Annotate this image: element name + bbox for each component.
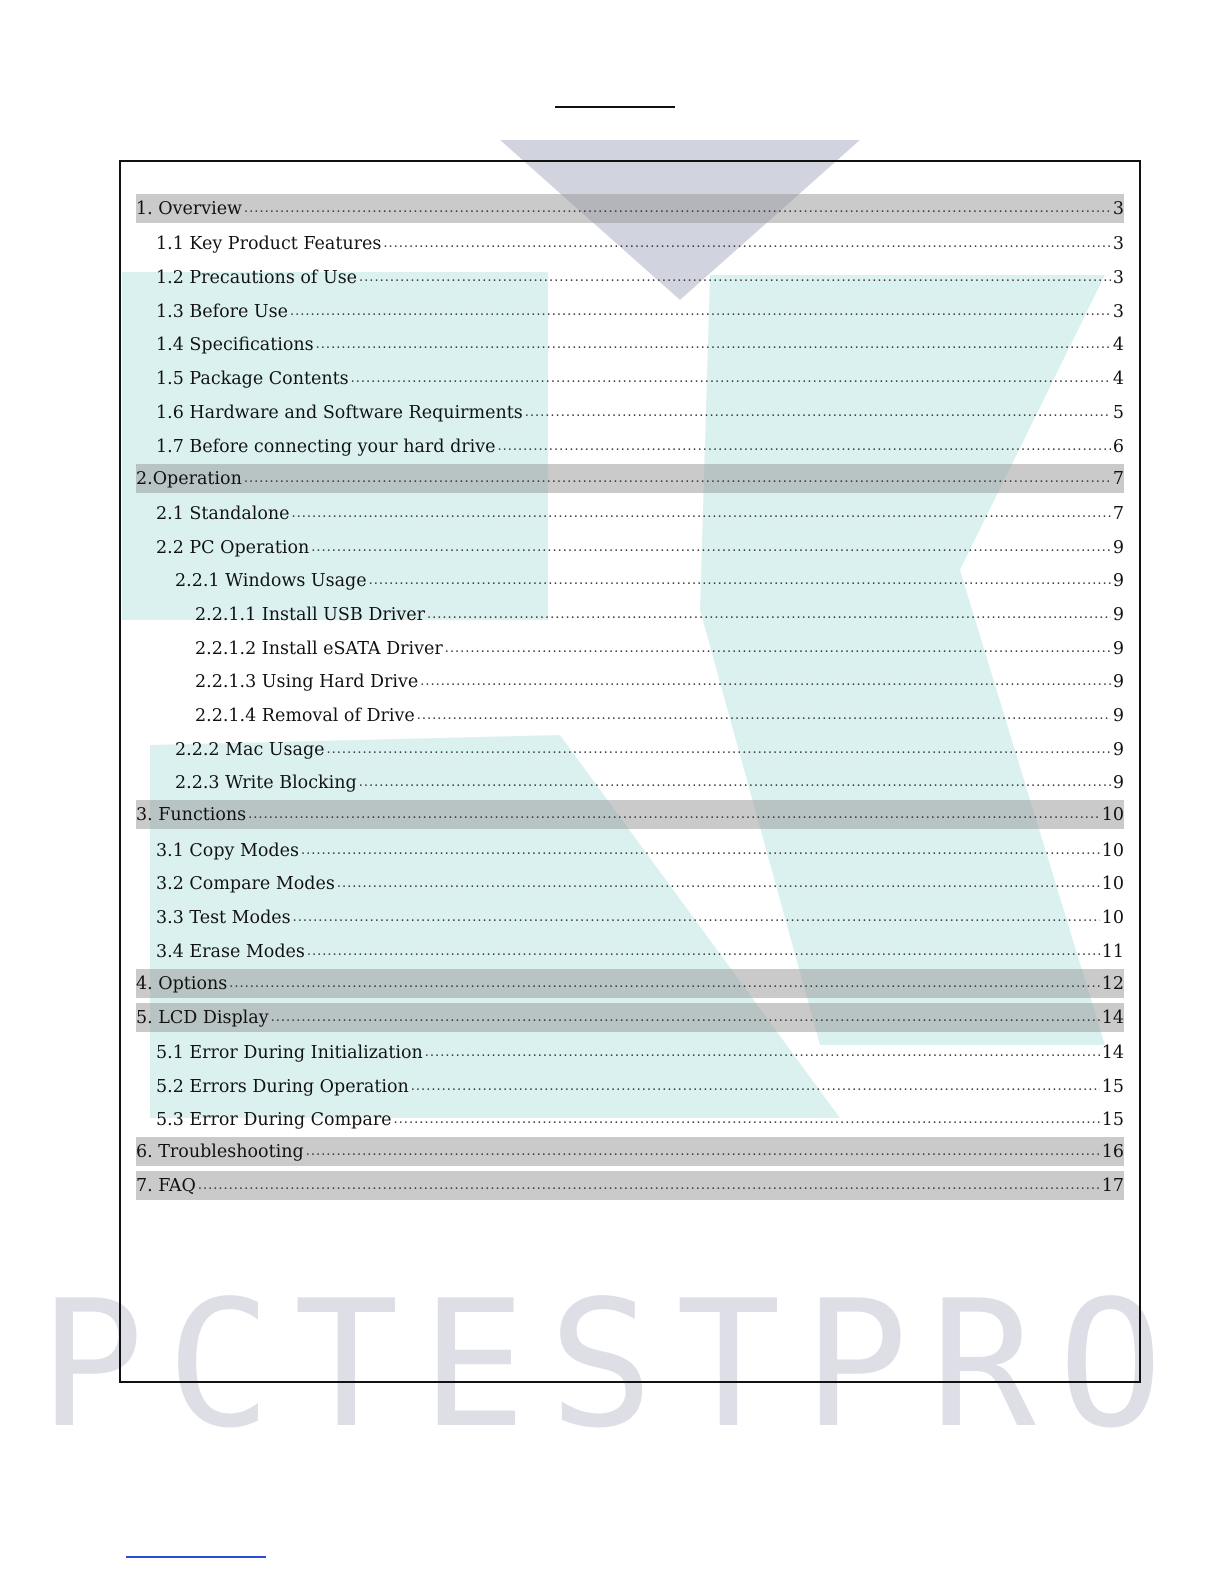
toc-entry-label: 6. Troubleshooting — [136, 1142, 304, 1163]
toc-entry-row[interactable] — [136, 531, 1124, 565]
toc-dot-leader — [307, 942, 1100, 962]
toc-entry-label: 2.2.1.1 Install USB Driver — [195, 604, 425, 625]
toc-page-number: 4 — [1112, 369, 1124, 390]
watermark-text: PCTESTPRO — [38, 1264, 1186, 1467]
toc-dot-leader — [293, 908, 1100, 928]
toc-entry-label: 3.1 Copy Modes — [156, 840, 299, 861]
toc-entry-label: 2.2.3 Write Blocking — [175, 773, 357, 794]
toc-dot-leader — [301, 841, 1100, 861]
toc-page-number: 9 — [1112, 571, 1124, 592]
toc-page-number: 10 — [1101, 908, 1124, 929]
toc-entry-row[interactable] — [136, 699, 1124, 733]
toc-entry-row[interactable] — [136, 733, 1124, 767]
toc-page-number: 9 — [1112, 604, 1124, 625]
toc-entry-label: 5.1 Error During Initialization — [156, 1042, 423, 1063]
toc-page-number: 17 — [1101, 1175, 1124, 1196]
toc-entry-label: 4. Options — [136, 973, 228, 994]
toc-dot-leader — [244, 469, 1111, 489]
toc-dot-leader — [420, 672, 1111, 692]
toc-entry-label: 1.7 Before connecting your hard drive — [156, 436, 496, 457]
toc-dot-leader — [427, 605, 1111, 625]
toc-dot-leader — [327, 740, 1111, 760]
toc-page-number: 15 — [1101, 1076, 1124, 1097]
toc-dot-leader — [394, 1110, 1100, 1130]
toc-entry-label: 3. Functions — [136, 805, 247, 826]
toc-entry-row[interactable] — [136, 497, 1124, 531]
toc-entry-label: 3.4 Erase Modes — [156, 941, 305, 962]
title-underline — [555, 106, 675, 108]
toc-page-number: 16 — [1101, 1142, 1124, 1163]
toc-entry-row[interactable] — [136, 767, 1124, 801]
toc-dot-leader — [383, 234, 1111, 254]
toc-dot-leader — [271, 1008, 1100, 1028]
toc-entry-label: 2.2.1.2 Install eSATA Driver — [195, 638, 443, 659]
toc-entry-row[interactable] — [136, 396, 1124, 430]
toc-entry-label: 2.2.1.3 Using Hard Drive — [195, 672, 419, 693]
toc-entry-row[interactable] — [136, 1104, 1124, 1138]
toc-entry-row[interactable] — [136, 261, 1124, 295]
toc-dot-leader — [229, 974, 1099, 994]
toc-page-number: 9 — [1112, 672, 1124, 693]
table-of-contents — [136, 194, 1124, 1205]
toc-dot-leader — [417, 706, 1111, 726]
toc-entry-row[interactable] — [136, 901, 1124, 935]
toc-page-number: 14 — [1101, 1007, 1124, 1028]
toc-page-number: 10 — [1101, 874, 1124, 895]
toc-page-number: 14 — [1101, 1042, 1124, 1063]
toc-heading-row[interactable] — [136, 1137, 1124, 1166]
toc-dot-leader — [369, 571, 1111, 591]
toc-entry-label: 5.2 Errors During Operation — [156, 1076, 409, 1097]
toc-entry-label: 1.6 Hardware and Software Requirments — [156, 402, 523, 423]
toc-entry-row[interactable] — [136, 868, 1124, 902]
toc-dot-leader — [525, 403, 1111, 423]
toc-entry-label: 1. Overview — [136, 199, 243, 219]
toc-entry-label: 2.2.1 Windows Usage — [175, 571, 367, 592]
toc-heading-row[interactable] — [136, 1003, 1124, 1032]
toc-page-number: 9 — [1112, 537, 1124, 558]
toc-dot-leader — [292, 504, 1111, 524]
toc-entry-row[interactable] — [136, 295, 1124, 329]
toc-entry-row[interactable] — [136, 632, 1124, 666]
toc-entry-row[interactable] — [136, 430, 1124, 464]
toc-entry-label: 2.Operation — [136, 468, 242, 489]
toc-entry-label: 3.3 Test Modes — [156, 908, 291, 929]
toc-heading-row[interactable] — [136, 464, 1124, 493]
toc-dot-leader — [337, 874, 1100, 894]
toc-page-number: 7 — [1112, 503, 1124, 524]
toc-page-number: 5 — [1112, 402, 1124, 423]
toc-dot-leader — [359, 773, 1111, 793]
toc-page-number: 15 — [1101, 1110, 1124, 1131]
toc-entry-label: 3.2 Compare Modes — [156, 874, 335, 895]
toc-page-number: 3 — [1112, 234, 1124, 255]
toc-dot-leader — [244, 199, 1111, 219]
toc-page-number: 3 — [1112, 301, 1124, 322]
toc-heading-row[interactable] — [136, 1171, 1124, 1200]
toc-entry-label: 2.2.2 Mac Usage — [175, 739, 325, 760]
toc-entry-row[interactable] — [136, 1070, 1124, 1104]
toc-entry-row[interactable] — [136, 565, 1124, 599]
toc-entry-label: 1.5 Package Contents — [156, 369, 349, 390]
toc-page-number: 3 — [1112, 199, 1124, 219]
toc-dot-leader — [351, 369, 1111, 389]
toc-entry-label: 2.2.1.4 Removal of Drive — [195, 706, 415, 726]
toc-dot-leader — [445, 639, 1111, 659]
toc-heading-row[interactable] — [136, 800, 1124, 829]
toc-entry-label: 5.3 Error During Compare — [156, 1110, 392, 1131]
toc-dot-leader — [306, 1142, 1100, 1162]
toc-page-number: 9 — [1112, 638, 1124, 659]
toc-page-number: 12 — [1101, 973, 1124, 994]
toc-heading-row[interactable] — [136, 969, 1124, 998]
toc-page-number: 9 — [1112, 773, 1124, 794]
toc-dot-leader — [497, 437, 1110, 457]
toc-page-number: 6 — [1112, 436, 1124, 457]
toc-entry-row[interactable] — [136, 228, 1124, 262]
toc-page-number: 9 — [1112, 706, 1124, 726]
toc-entry-label: 1.4 Specifications — [156, 335, 314, 356]
toc-entry-row[interactable] — [136, 362, 1124, 396]
toc-page-number: 3 — [1112, 268, 1124, 289]
toc-entry-label: 1.2 Precautions of Use — [156, 268, 358, 289]
toc-entry-row[interactable] — [136, 598, 1124, 632]
toc-dot-leader — [411, 1077, 1100, 1097]
toc-entry-label: 5. LCD Display — [136, 1007, 269, 1028]
toc-entry-label: 7. FAQ — [136, 1175, 196, 1196]
toc-entry-row[interactable] — [136, 834, 1124, 868]
toc-page-number: 9 — [1112, 739, 1124, 760]
toc-entry-row[interactable] — [136, 935, 1124, 969]
toc-page-number: 11 — [1101, 941, 1124, 962]
toc-dot-leader — [359, 268, 1111, 288]
toc-dot-leader — [316, 335, 1111, 355]
toc-heading-row[interactable] — [136, 194, 1124, 223]
toc-entry-label: 2.2 PC Operation — [156, 537, 310, 558]
toc-dot-leader — [290, 302, 1111, 322]
toc-page-number: 7 — [1112, 468, 1124, 489]
toc-page-number: 10 — [1101, 840, 1124, 861]
toc-dot-leader — [198, 1176, 1100, 1196]
toc-dot-leader — [311, 538, 1111, 558]
toc-page-number: 4 — [1112, 335, 1124, 356]
toc-entry-row[interactable] — [136, 1036, 1124, 1070]
toc-entry-label: 2.1 Standalone — [156, 503, 290, 524]
toc-entry-label: 1.1 Key Product Features — [156, 234, 382, 255]
toc-dot-leader — [425, 1043, 1100, 1063]
footer-link-underline[interactable] — [126, 1556, 266, 1558]
toc-entry-row[interactable] — [136, 666, 1124, 700]
toc-entry-row[interactable] — [136, 329, 1124, 363]
toc-page-number: 10 — [1101, 805, 1124, 826]
toc-entry-label: 1.3 Before Use — [156, 301, 288, 322]
toc-dot-leader — [248, 805, 1100, 825]
